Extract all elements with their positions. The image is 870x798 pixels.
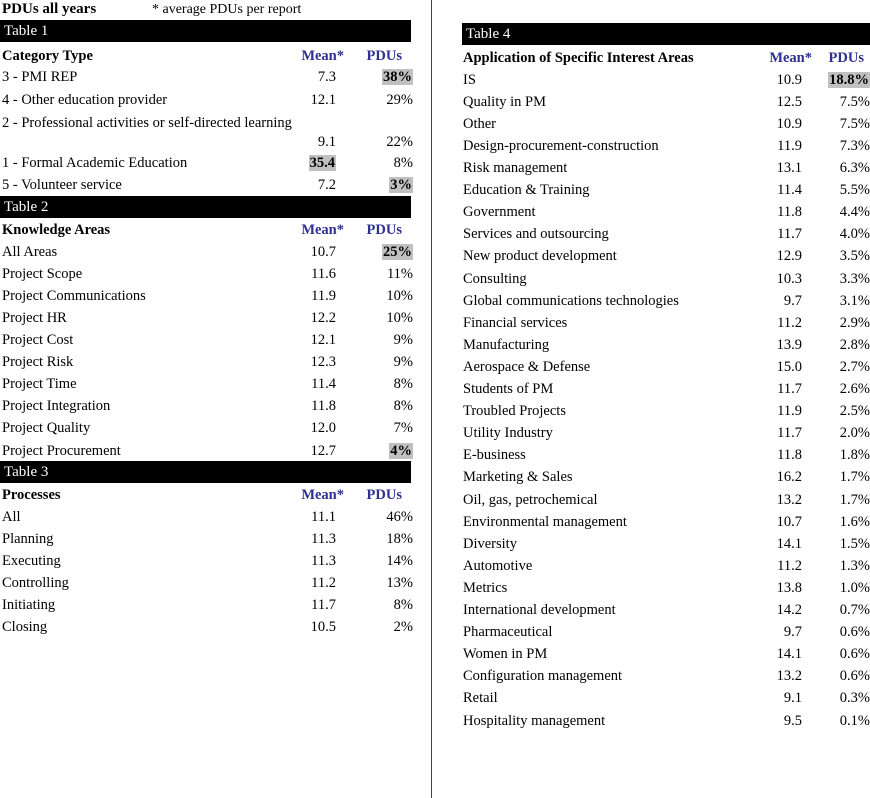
table-row: Closing 10.5 2% [2, 619, 413, 635]
highlight-cell: 3% [390, 177, 412, 193]
table2-col-pdus: PDUs [366, 222, 402, 238]
table-row: Government 11.8 4.4% [463, 204, 870, 220]
table-row: Financial services 11.2 2.9% [463, 315, 870, 331]
table-row: Quality in PM 12.5 7.5% [463, 94, 870, 110]
table3-title: Table 3 [0, 461, 411, 483]
table-row: Students of PM 11.7 2.6% [463, 381, 870, 397]
table-row: Project Integration 11.8 8% [2, 398, 413, 414]
table-row: Project Procurement 12.7 4% [2, 443, 412, 459]
highlight-cell: 25% [383, 244, 412, 260]
table1-col-label: Category Type [2, 48, 93, 64]
table-row: Other 10.9 7.5% [463, 116, 870, 132]
table-row: Marketing & Sales 16.2 1.7% [463, 469, 870, 485]
table4-col-label: Application of Specific Interest Areas [463, 50, 694, 66]
table-row: Retail 9.1 0.3% [463, 690, 870, 706]
table-row: All 11.1 46% [2, 509, 413, 525]
table-row: Aerospace & Defense 15.0 2.7% [463, 359, 870, 375]
table-row: Oil, gas, petrochemical 13.2 1.7% [463, 492, 870, 508]
table-row: 2 - Professional activities or self-directed learning 9.1 22% [2, 115, 413, 150]
table-row: Global communications technologies 9.7 3.1% [463, 293, 870, 309]
column-divider [431, 0, 432, 798]
table-row: Environmental management 10.7 1.6% [463, 514, 870, 530]
table-row: Controlling 11.2 13% [2, 575, 413, 591]
table-row: Project Quality 12.0 7% [2, 420, 413, 436]
table-row: Troubled Projects 11.9 2.5% [463, 403, 870, 419]
footnote-average: * average PDUs per report [152, 2, 302, 17]
table-row: International development 14.2 0.7% [463, 602, 870, 618]
table-row: 3 - PMI REP 7.3 38% [2, 69, 412, 85]
table4-col-mean: Mean* [769, 50, 812, 66]
table-row: Automotive 11.2 1.3% [463, 558, 870, 574]
table-row: Project HR 12.2 10% [2, 310, 413, 326]
table3-header-row [0, 484, 420, 506]
table-row: Education & Training 11.4 5.5% [463, 182, 870, 198]
table-row: Hospitality management 9.5 0.1% [463, 713, 870, 729]
table4-col-pdus: PDUs [828, 50, 864, 66]
table-row: Project Communications 11.9 10% [2, 288, 413, 304]
table3-col-pdus: PDUs [366, 487, 402, 503]
table-row: Planning 11.3 18% [2, 531, 413, 547]
table2-col-mean: Mean* [301, 222, 344, 238]
highlight-cell: 4% [390, 443, 412, 459]
table1-title: Table 1 [0, 20, 411, 42]
table3-col-mean: Mean* [301, 487, 344, 503]
highlight-cell: 35.4 [309, 155, 335, 171]
highlight-cell: 18.8% [829, 72, 869, 88]
table3-col-label: Processes [2, 487, 61, 503]
table-row: Diversity 14.1 1.5% [463, 536, 870, 552]
table-row: Pharmaceutical 9.7 0.6% [463, 624, 870, 640]
table-row: Project Scope 11.6 11% [2, 266, 413, 282]
page-header [0, 1, 420, 20]
table1-col-mean: Mean* [301, 48, 344, 64]
table-row: IS 10.9 18.8% [463, 72, 869, 88]
table2-header-row [0, 219, 420, 241]
table2-col-label: Knowledge Areas [2, 222, 111, 238]
table-row: Manufacturing 13.9 2.8% [463, 337, 870, 353]
table-row: Executing 11.3 14% [2, 553, 413, 569]
table-row: Utility Industry 11.7 2.0% [463, 425, 870, 441]
table-row: Consulting 10.3 3.3% [463, 271, 870, 287]
table-row: Project Time 11.4 8% [2, 376, 413, 392]
table-row: New product development 12.9 3.5% [463, 248, 870, 264]
table-row: Design-procurement-construction 11.9 7.3% [463, 138, 870, 154]
table-row: Women in PM 14.1 0.6% [463, 646, 870, 662]
table-row: Project Cost 12.1 9% [2, 332, 413, 348]
table4-title: Table 4 [462, 23, 870, 45]
table-row: 5 - Volunteer service 7.2 3% [2, 177, 412, 193]
table4-header-row [462, 47, 870, 69]
table1-col-pdus: PDUs [366, 48, 402, 64]
table-row: Project Risk 12.3 9% [2, 354, 413, 370]
table2-title: Table 2 [0, 196, 411, 218]
page-title: PDUs all years [2, 1, 97, 17]
table-row: 4 - Other education provider 12.1 29% [2, 92, 413, 108]
table-row: Configuration management 13.2 0.6% [463, 668, 870, 684]
table-row: Initiating 11.7 8% [2, 597, 413, 613]
highlight-cell: 38% [383, 69, 412, 85]
table-row: Metrics 13.8 1.0% [463, 580, 870, 596]
table-row: 1 - Formal Academic Education 35.4 8% [2, 155, 413, 171]
table-row: E-business 11.8 1.8% [463, 447, 870, 463]
table-row: Services and outsourcing 11.7 4.0% [463, 226, 870, 242]
table-row: All Areas 10.7 25% [2, 244, 412, 260]
table-row: Risk management 13.1 6.3% [463, 160, 870, 176]
table1-header-row [0, 45, 420, 67]
